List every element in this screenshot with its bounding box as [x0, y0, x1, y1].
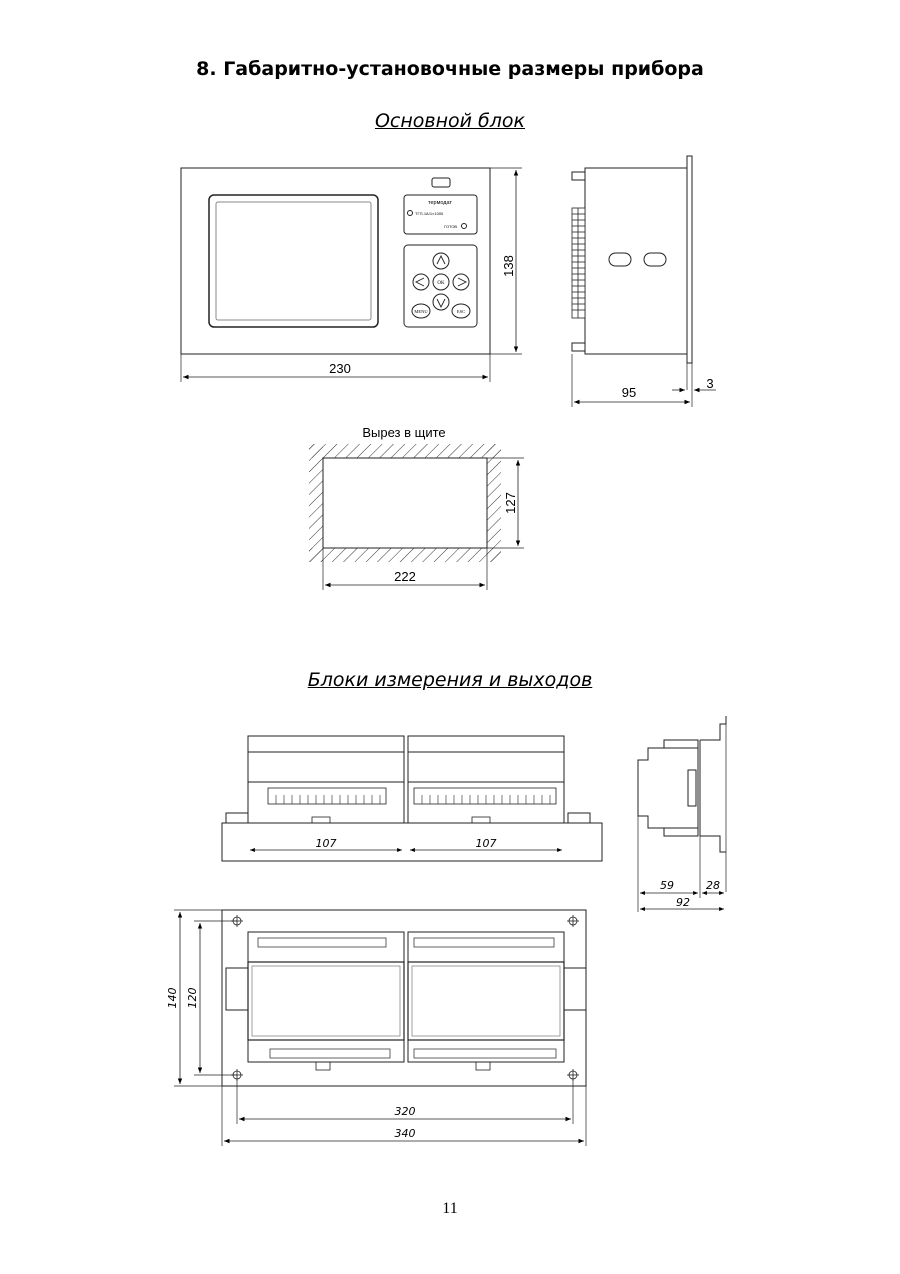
- led-label-2: ГОТОВ: [444, 224, 458, 229]
- main-unit-side-view: [572, 156, 716, 407]
- section-title-main-unit: Основной блок: [374, 110, 526, 132]
- dim-side-a: 59: [660, 879, 674, 892]
- modules-front-view: [222, 736, 602, 861]
- dim-module-left-width: 107: [315, 837, 337, 850]
- page-title: 8. Габаритно-установочные размеры прибора: [196, 58, 704, 80]
- dim-side-total: 92: [676, 896, 690, 909]
- section-title-modules: Блоки измерения и выходов: [307, 669, 593, 691]
- cutout-title: Вырез в щите: [362, 425, 446, 440]
- modules-top-view: [174, 910, 586, 1146]
- brand-label: термодат: [428, 200, 452, 206]
- dim-side-b: 28: [706, 879, 720, 892]
- esc-button-label: ESC: [456, 309, 466, 314]
- dim-top-height-outer: 140: [166, 987, 179, 1009]
- dim-top-width-inner: 320: [394, 1105, 416, 1118]
- page-number: 11: [442, 1200, 458, 1217]
- menu-button-label: MENU: [414, 309, 428, 314]
- main-unit-front-view: [181, 168, 522, 382]
- dim-top-height-inner: 120: [186, 987, 199, 1009]
- ok-button-label: OK: [437, 281, 445, 286]
- panel-cutout: [309, 444, 524, 590]
- dim-top-width-outer: 340: [394, 1127, 416, 1140]
- dim-module-right-width: 107: [475, 837, 497, 850]
- led-label-1: ТГП-1А/1×1000: [415, 211, 444, 216]
- dim-front-height: 138: [501, 255, 516, 277]
- dim-side-panel: 3: [706, 376, 714, 391]
- dim-side-depth: 95: [621, 385, 637, 400]
- dim-cutout-height: 127: [503, 492, 518, 514]
- dim-cutout-width: 222: [394, 569, 416, 584]
- dim-front-width: 230: [329, 361, 351, 376]
